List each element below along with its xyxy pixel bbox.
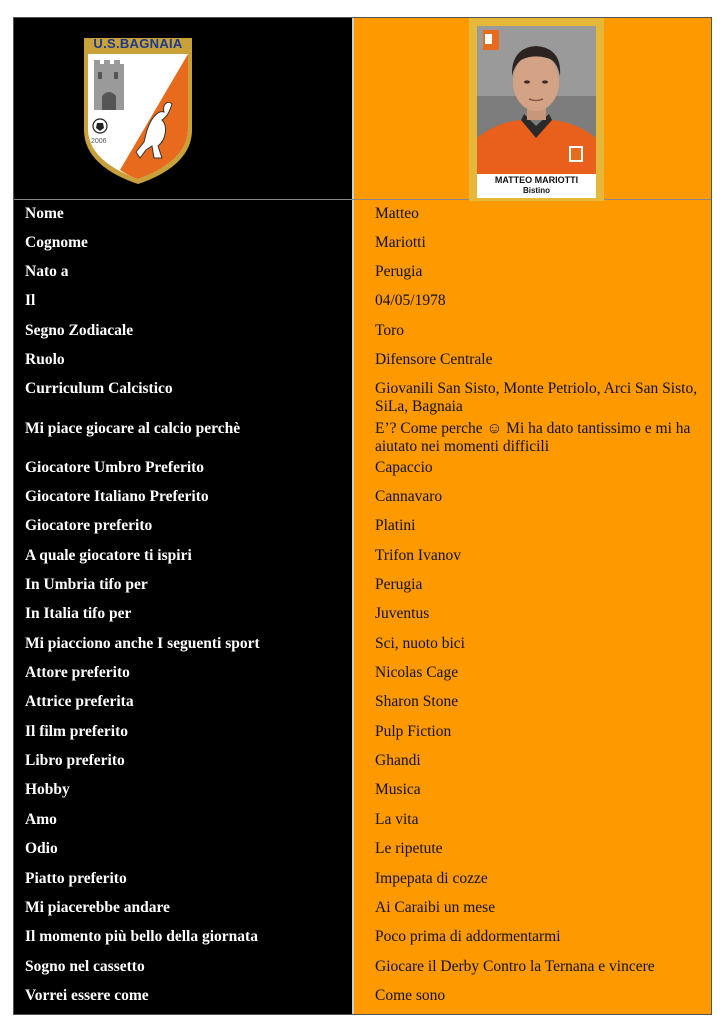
club-name: U.S.BAGNAIA (93, 36, 183, 51)
row-label: Il film preferito (25, 723, 129, 740)
row-value: Sharon Stone (375, 693, 459, 710)
row-value: Cannavaro (375, 488, 443, 505)
row-label: Amo (25, 811, 57, 828)
row-value: Musica (375, 781, 421, 798)
row-value: Perugia (375, 263, 423, 280)
row-value: Sci, nuoto bici (375, 635, 465, 652)
row-label: Sogno nel cassetto (25, 958, 145, 975)
club-logo (80, 34, 196, 186)
row-label: Segno Zodiacale (25, 322, 134, 339)
column-divider (352, 18, 354, 1014)
row-label: Ruolo (25, 351, 65, 368)
row-value: Come sono (375, 987, 446, 1004)
row-label: Il (25, 292, 36, 309)
row-value: Mariotti (375, 234, 426, 251)
row-label: In Italia tifo per (25, 605, 132, 622)
row-value: Poco prima di addormentarmi (375, 928, 561, 945)
row-value: Ai Caraibi un mese (375, 899, 496, 916)
row-value: Impepata di cozze (375, 870, 488, 887)
row-label: Nato a (25, 263, 69, 280)
row-label: Nome (25, 205, 64, 222)
row-value: Trifon Ivanov (375, 547, 461, 564)
player-photo (477, 26, 596, 174)
row-label: Libro preferito (25, 752, 125, 769)
player-portrait-icon (477, 26, 596, 174)
row-value: E’? Come perche ☺ Mi ha dato tantissimo e mi ha aiutato nei momenti difficili (375, 420, 691, 455)
row-value: Ghandi (375, 752, 421, 769)
row-value: Giocare il Derby Contro la Ternana e vincere (375, 958, 655, 975)
row-value: Pulp Fiction (375, 723, 452, 740)
club-crest-icon (80, 34, 196, 186)
sticker-nickname: Bistino (522, 186, 551, 195)
row-value: La vita (375, 811, 419, 828)
row-value: Le ripetute (375, 840, 443, 857)
row-value: Perugia (375, 576, 423, 593)
row-value: Giovanili San Sisto, Monte Petriolo, Arci San Sisto, SiLa, Bagnaia (375, 380, 698, 415)
row-value: Difensore Centrale (375, 351, 493, 368)
row-label: Attrice preferita (25, 693, 134, 710)
row-label: Vorrei essere come (25, 987, 149, 1004)
row-value: Nicolas Cage (375, 664, 459, 681)
row-value: Juventus (375, 605, 430, 622)
row-label: A quale giocatore ti ispiri (25, 547, 192, 564)
row-label: In Umbria tifo per (25, 576, 148, 593)
row-label: Mi piacciono anche I seguenti sport (25, 635, 260, 652)
row-label: Giocatore Umbro Preferito (25, 459, 205, 476)
sticker-caption (477, 174, 596, 198)
row-label: Odio (25, 840, 58, 857)
row-value: Capaccio (375, 459, 433, 476)
row-label: Piatto preferito (25, 870, 127, 887)
row-label: Mi piacerebbe andare (25, 899, 170, 916)
row-label: Hobby (25, 781, 70, 798)
row-label: Curriculum Calcistico (25, 380, 173, 397)
row-label: Mi piace giocare al calcio perchè (25, 420, 241, 437)
row-value: Matteo (375, 205, 419, 222)
club-founded-year: 2006 (91, 138, 107, 145)
row-value: Toro (375, 322, 405, 339)
row-value: 04/05/1978 (375, 292, 446, 309)
row-label: Giocatore preferito (25, 517, 153, 534)
row-label: Giocatore Italiano Preferito (25, 488, 209, 505)
row-label: Cognome (25, 234, 88, 251)
player-sticker (469, 18, 604, 201)
header-divider (14, 199, 711, 200)
row-label: Attore preferito (25, 664, 130, 681)
row-value: Platini (375, 517, 416, 534)
row-label: Il momento più bello della giornata (25, 928, 258, 945)
sticker-player-name: MATTEO MARIOTTI (494, 175, 579, 185)
